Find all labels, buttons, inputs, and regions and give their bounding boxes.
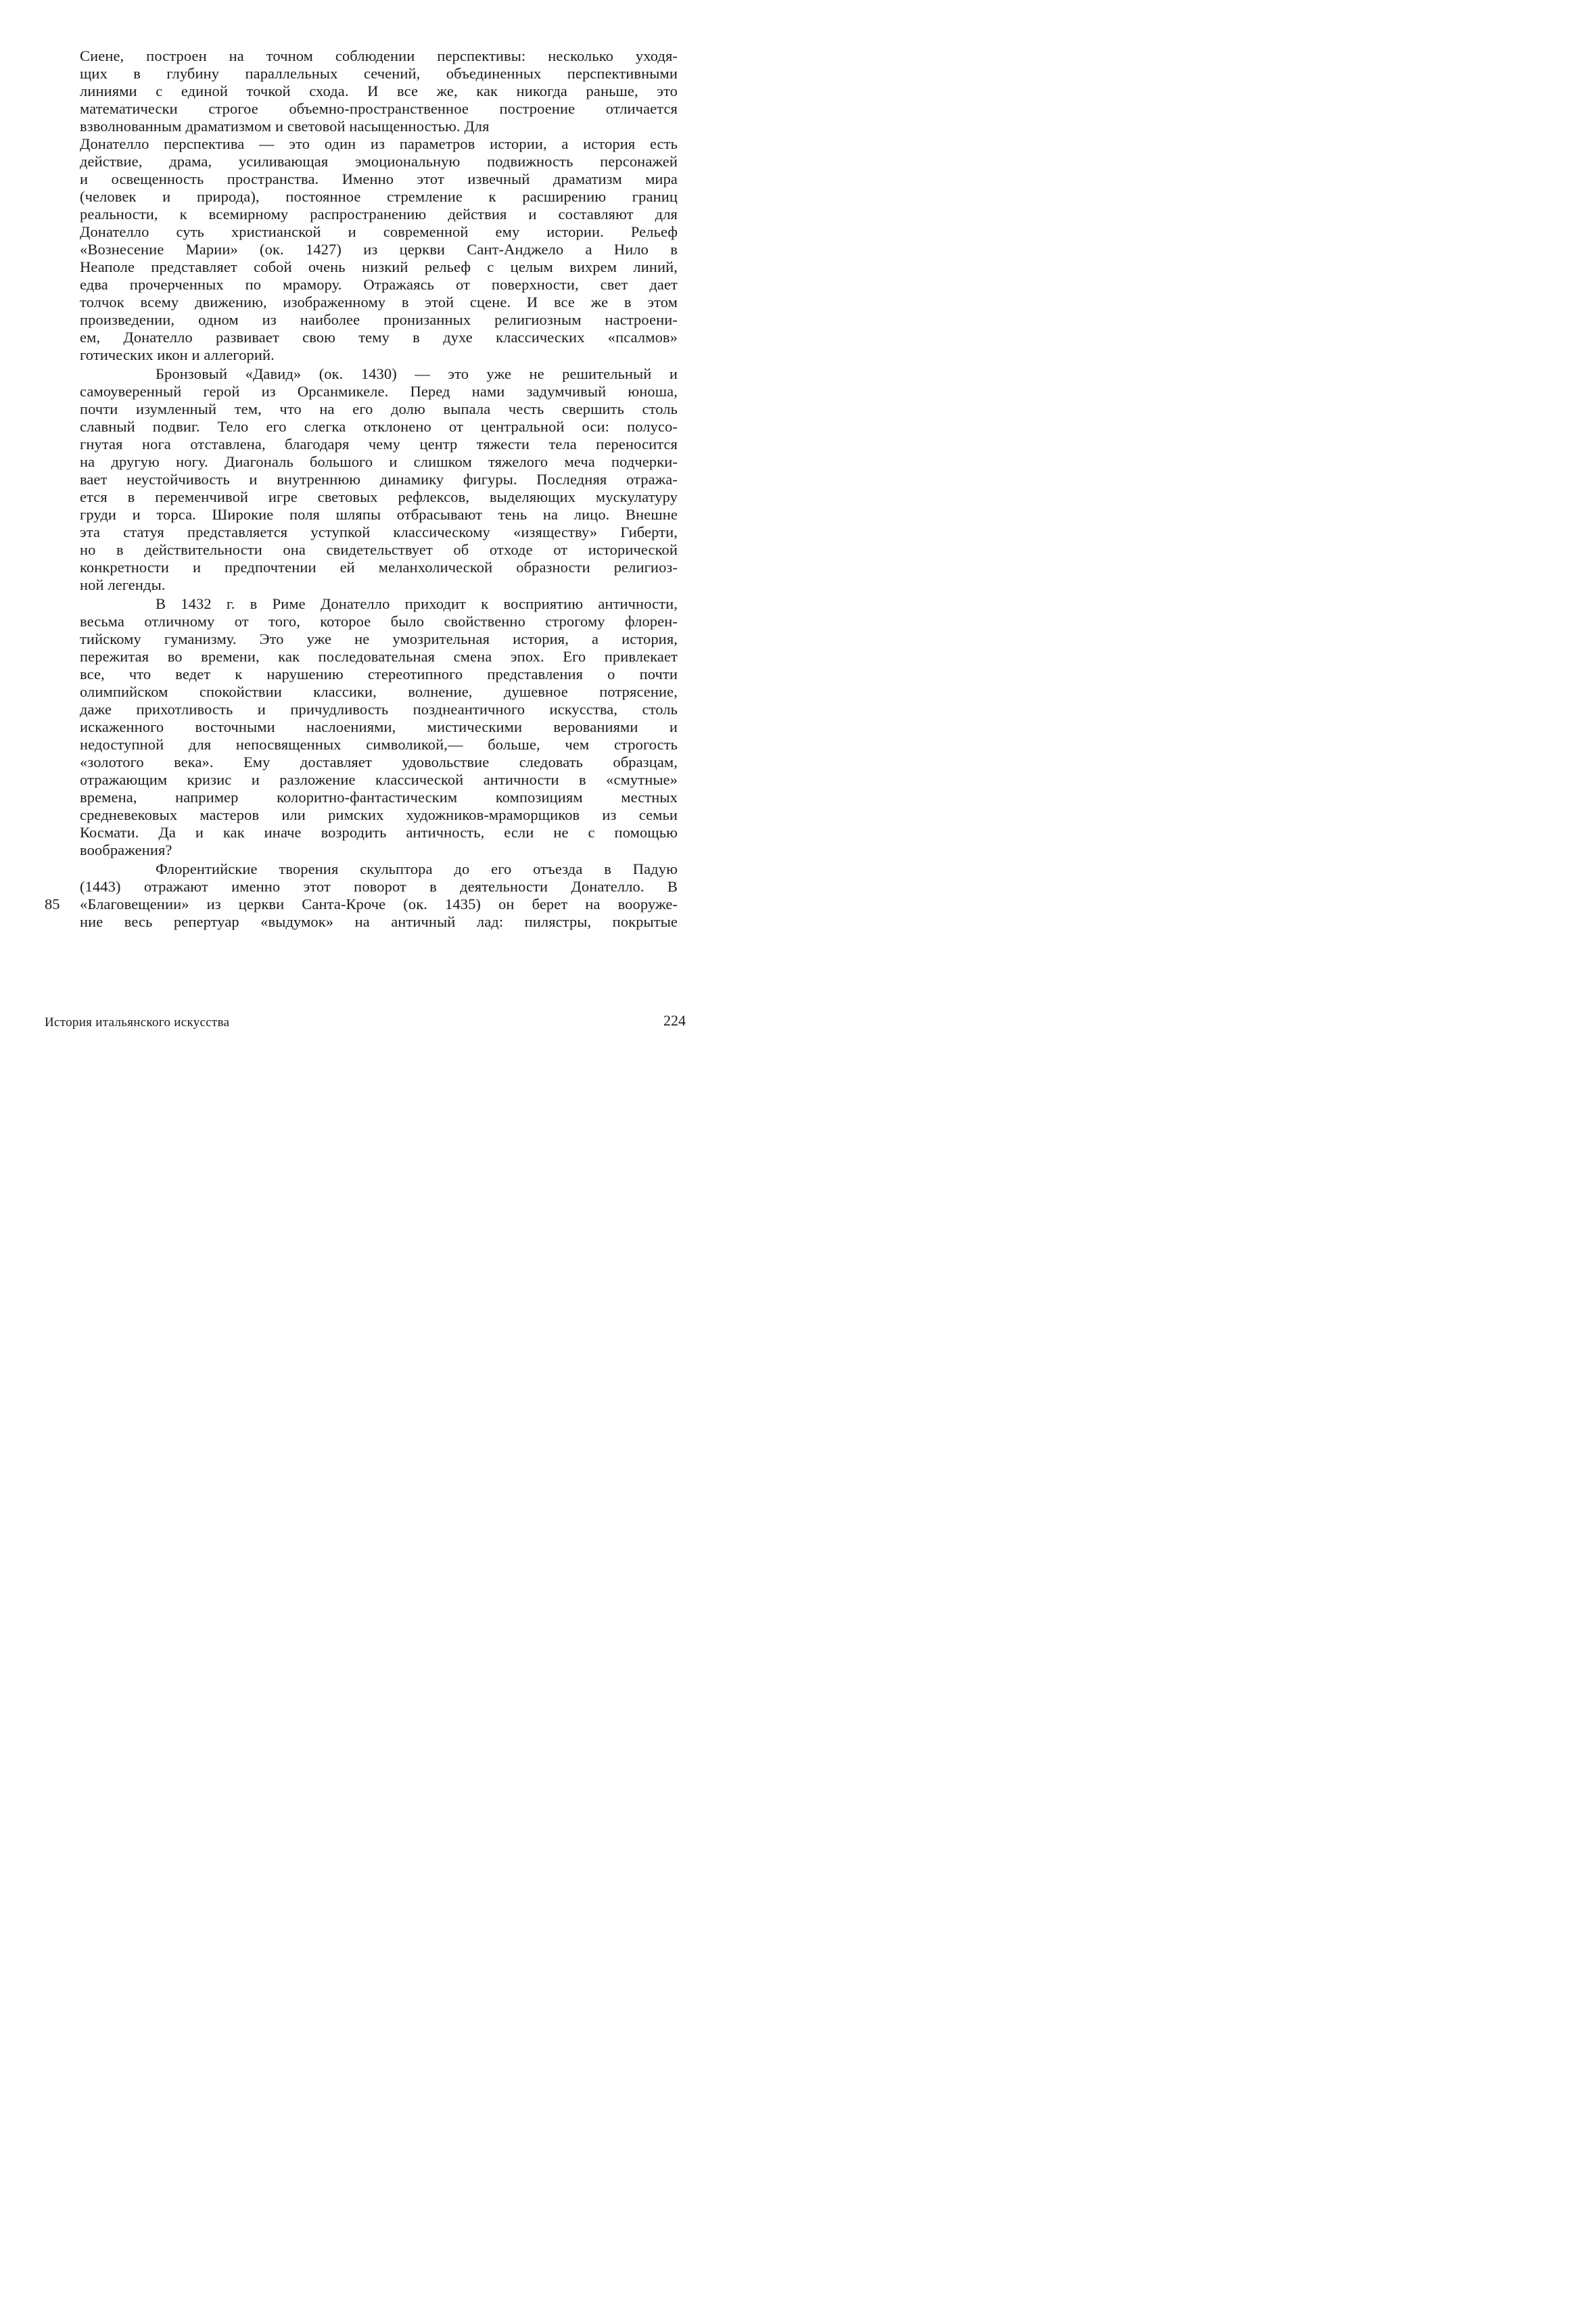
text-line: «Благовещении» из церкви Санта-Кроче (ок. 1435) он берет на вооруже- [80, 896, 678, 913]
text-line: вает неустойчивость и внутреннюю динамику фигуры. Последняя отража- [80, 471, 678, 488]
text-line: воображения? [80, 841, 172, 858]
text-line: линиями с единой точкой схода. И все же, как никогда раньше, это [80, 83, 678, 99]
document-page [0, 0, 730, 1056]
text-line: (человек и природа), постоянное стремление к расширению границ [80, 188, 678, 205]
text-line: недоступной для непосвященных символикой,— больше, чем строгость [80, 736, 678, 753]
text-line: В 1432 г. в Риме Донателло приходит к восприятию античности, [156, 595, 678, 612]
text-line: Донателло перспектива — это один из параметров истории, а история есть [80, 135, 678, 152]
text-line: ем, Донателло развивает свою тему в духе классических «псалмов» [80, 329, 678, 346]
text-line: готических икон и аллегорий. [80, 346, 275, 363]
text-line: олимпийском спокойствии классики, волнение, душевное потрясение, [80, 683, 678, 700]
text-line: и освещенность пространства. Именно этот извечный драматизм мира [80, 170, 678, 187]
text-line: Донателло суть христианской и современной ему истории. Рельеф [80, 223, 678, 240]
text-line: «золотого века». Ему доставляет удовольствие следовать образцам, [80, 754, 678, 770]
text-line: толчок всему движению, изображенному в этой сцене. И все же в этом [80, 294, 678, 310]
text-line: конкретности и предпочтении ей меланхолической образности религиоз- [80, 559, 678, 576]
text-line: отражающим кризис и разложение классической античности в «смутные» [80, 771, 678, 788]
text-line: «Вознесение Марии» (ок. 1427) из церкви Сант-Анджело а Нило в [80, 241, 678, 258]
text-line: почти изумленный тем, что на его долю выпала честь свершить столь [80, 400, 678, 417]
text-line: искаженного восточными наслоениями, мистическими верованиями и [80, 718, 678, 735]
text-line: но в действительности она свидетельствует об отходе от исторической [80, 541, 678, 558]
text-line: реальности, к всемирному распространению действия и составляют для [80, 206, 678, 223]
text-line: произведении, одном из наиболее пронизанных религиозным настроени- [80, 311, 678, 328]
text-line: пережитая во времени, как последовательная смена эпох. Его привлекает [80, 648, 678, 665]
text-line: взволнованным драматизмом и световой насыщенностью. Для [80, 118, 490, 135]
text-line: математически строгое объемно-пространственное построение отличается [80, 100, 678, 117]
text-line: эта статуя представляется уступкой классическому «изяществу» Гиберти, [80, 524, 678, 540]
text-line: Сиене, построен на точном соблюдении перспективы: несколько уходя- [80, 47, 678, 64]
page-number: 224 [663, 1012, 686, 1029]
text-line: щих в глубину параллельных сечений, объединенных перспективными [80, 65, 678, 82]
text-line: Неаполе представляет собой очень низкий рельеф с целым вихрем линий, [80, 258, 678, 275]
text-line: гнутая нога отставлена, благодаря чему центр тяжести тела переносится [80, 436, 678, 453]
text-line: на другую ногу. Диагональ большого и слишком тяжелого меча подчерки- [80, 453, 678, 470]
text-line: весьма отличному от того, которое было свойственно строгому флорен- [80, 613, 678, 630]
margin-note-number: 85 [45, 896, 60, 913]
text-line: Флорентийские творения скульптора до его отъезда в Падую [156, 860, 678, 877]
running-footer-title: История итальянского искусства [45, 1015, 230, 1030]
text-line: ние весь репертуар «выдумок» на античный лад: пилястры, покрытые [80, 913, 678, 930]
text-line: все, что ведет к нарушению стереотипного представления о почти [80, 666, 678, 683]
text-line: груди и торса. Широкие поля шляпы отбрасывают тень на лицо. Внешне [80, 506, 678, 523]
text-line: действие, драма, усиливающая эмоциональную подвижность персонажей [80, 153, 678, 170]
text-line: ется в переменчивой игре световых рефлексов, выделяющих мускулатуру [80, 488, 678, 505]
text-line: едва прочерченных по мрамору. Отражаясь от поверхности, свет дает [80, 276, 678, 293]
text-line: Космати. Да и как иначе возродить античность, если не с помощью [80, 824, 678, 841]
text-line: (1443) отражают именно этот поворот в деятельности Донателло. В [80, 878, 678, 895]
text-line: славный подвиг. Тело его слегка отклонено от центральной оси: полусо- [80, 418, 678, 435]
text-line: Бронзовый «Давид» (ок. 1430) — это уже не решительный и [156, 365, 678, 382]
text-line: даже прихотливость и причудливость позднеантичного искусства, столь [80, 701, 678, 718]
text-line: самоуверенный герой из Орсанмикеле. Перед нами задумчивый юноша, [80, 383, 678, 400]
text-line: средневековых мастеров или римских художников-мраморщиков из семьи [80, 806, 678, 823]
text-line: времена, например колоритно-фантастическим композициям местных [80, 789, 678, 806]
text-line: тийскому гуманизму. Это уже не умозрительная история, а история, [80, 630, 678, 647]
text-line: ной легенды. [80, 576, 166, 593]
